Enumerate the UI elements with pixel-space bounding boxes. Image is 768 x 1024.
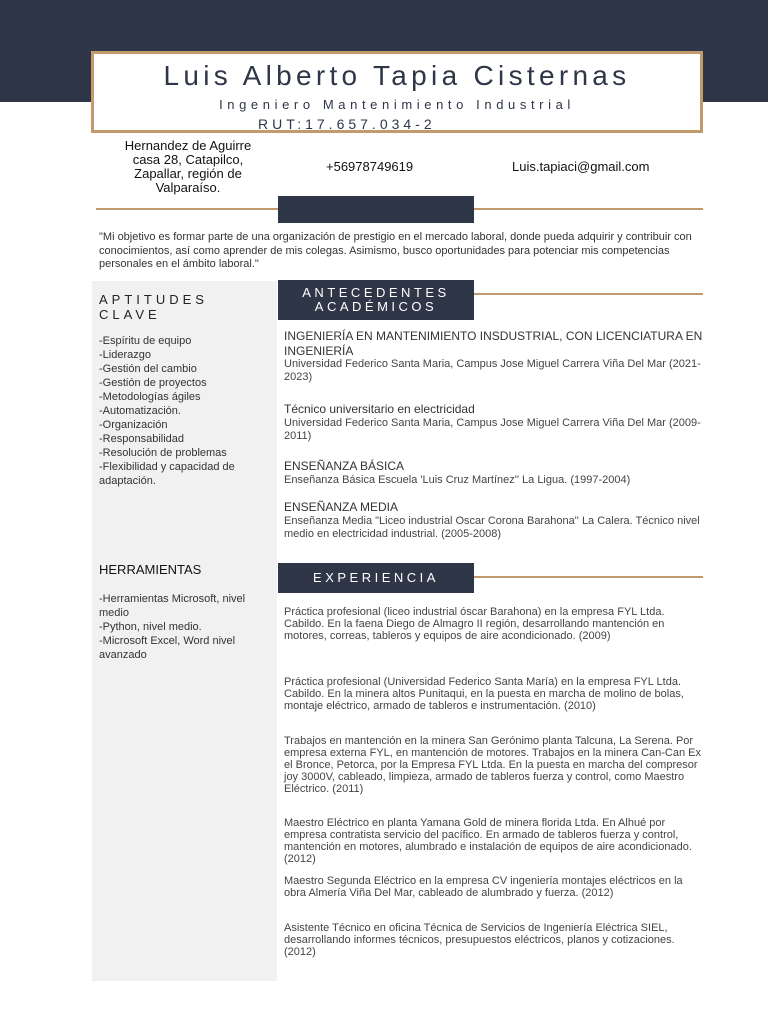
list-item: -Liderazgo bbox=[99, 349, 151, 361]
address-line: casa 28, Catapilco, bbox=[132, 152, 244, 167]
education-heading-line: ANTECEDENTES bbox=[302, 285, 450, 300]
education-entry bbox=[284, 329, 704, 384]
experience-heading: EXPERIENCIA bbox=[313, 570, 439, 585]
experience-divider bbox=[474, 576, 703, 578]
list-item: medio bbox=[99, 607, 129, 619]
list-item: -Responsabilidad bbox=[99, 433, 184, 445]
degree-title: Técnico universitario en electricidad bbox=[284, 402, 475, 416]
list-item: -Organización bbox=[99, 419, 168, 431]
experience-entry: Trabajos en mantención en la minera San Gerónimo planta Talcuna, La Serena. Por empresa externa FYL, en mantención de motores. Trabajos en la minera Can-Can Ex el Bronce, Petorca, por la Empresa FYL Ltda. En la puesta en marcha del compresor joy 3000V, cableado, limpieza, armado de tableros fuerza y control, como Maestro Eléctrico. (2011) bbox=[284, 735, 701, 795]
name-box bbox=[91, 51, 703, 133]
tools-list bbox=[99, 592, 245, 662]
objective-tab bbox=[278, 196, 474, 223]
objective-text: "Mi objetivo es formar parte de una organización de prestigio en el mercado laboral, donde pueda adquirir y contribuir con conocimientos, así como aprender de mis colegas. Asimismo, busco oportunidades para potenciar mis competencias personales en el ámbito laboral." bbox=[99, 231, 692, 270]
experience-entry: Maestro Eléctrico en planta Yamana Gold de minera florida Ltda. En Alhué por empresa contratista servicio del pacífico. En armado de tableros fuerza y control, mantención en motores, alumbrado e instalación de equipos de aire acondicionado. (2012) bbox=[284, 817, 692, 865]
education-tab bbox=[278, 280, 474, 320]
experience-entry: Maestro Segunda Eléctrico en la empresa CV ingeniería montajes eléctricos en la obra Almería Viña Del Mar, cableado de alumbrado y fuerza. (2012) bbox=[284, 875, 683, 899]
degree-detail: Enseñanza Media "Liceo industrial Oscar Corona Barahona'' La Calera. Técnico nivel medio en electricidad industrial. (2005-2008) bbox=[284, 514, 700, 540]
list-item: adaptación. bbox=[99, 475, 156, 487]
degree-title: INGENIERÍA EN MANTENIMIENTO INSDUSTRIAL, CON LICENCIATURA EN INGENIERÍA bbox=[284, 329, 703, 358]
rut-number: RUT:17.657.034-2 bbox=[258, 116, 436, 132]
list-item: -Automatización. bbox=[99, 405, 181, 417]
phone-number: +56978749619 bbox=[326, 159, 414, 174]
address bbox=[107, 139, 269, 195]
email-address: Luis.tapiaci@gmail.com bbox=[512, 159, 650, 174]
experience-entry: Práctica profesional (Universidad Federico Santa María) en la empresa FYL Ltda. Cabildo. En la minera altos Punitaqui, en la puesta en marcha de molino de bolas, montaje eléctrico, armado de tableros e instrumentación. (2010) bbox=[284, 676, 684, 712]
address-line: Valparaíso. bbox=[155, 180, 221, 195]
address-line: Hernandez de Aguirre bbox=[124, 138, 252, 153]
tools-heading: HERRAMIENTAS bbox=[99, 562, 202, 577]
experience-entry: Asistente Técnico en oficina Técnica de Servicios de Ingeniería Eléctrica SIEL, desarrollando informes técnicos, presupuestos eléctricos, planos y cotizaciones. (2012) bbox=[284, 922, 675, 958]
candidate-name: Luis Alberto Tapia Cisternas bbox=[163, 60, 631, 91]
list-item: -Microsoft Excel, Word nivel bbox=[99, 635, 236, 647]
address-line: Zapallar, región de bbox=[134, 166, 242, 181]
degree-detail: Universidad Federico Santa Maria, Campus Jose Miguel Carrera Viña Del Mar (2021-2023) bbox=[284, 358, 701, 383]
list-item: -Herramientas Microsoft, nivel bbox=[99, 593, 246, 605]
experience-tab bbox=[278, 563, 474, 593]
list-item: avanzado bbox=[99, 649, 147, 661]
skills-heading-line: CLAVE bbox=[99, 307, 161, 322]
education-heading bbox=[278, 280, 474, 314]
skills-heading bbox=[99, 292, 208, 322]
degree-title: ENSEÑANZA MEDIA bbox=[284, 500, 399, 514]
list-item: -Gestión del cambio bbox=[99, 363, 197, 375]
education-divider bbox=[474, 293, 703, 295]
list-item: -Espíritu de equipo bbox=[99, 335, 192, 347]
skills-heading-line: APTITUDES bbox=[99, 292, 208, 307]
degree-detail: Enseñanza Básica Escuela 'Luis Cruz Martínez'' La Ligua. (1997-2004) bbox=[284, 473, 631, 486]
list-item: -Gestión de proyectos bbox=[99, 377, 207, 389]
degree-detail: Universidad Federico Santa Maria, Campus Jose Miguel Carrera Viña Del Mar (2009-2011) bbox=[284, 416, 701, 442]
education-entry bbox=[284, 500, 704, 541]
education-entry bbox=[284, 459, 704, 487]
job-title: Ingeniero Mantenimiento Industrial bbox=[219, 97, 575, 112]
skills-list bbox=[99, 334, 235, 488]
education-heading-line: ACADÉMICOS bbox=[314, 299, 438, 314]
list-item: -Resolución de problemas bbox=[99, 447, 227, 459]
education-entry bbox=[284, 402, 704, 443]
degree-title: ENSEÑANZA BÁSICA bbox=[284, 459, 405, 473]
list-item: -Flexibilidad y capacidad de bbox=[99, 461, 235, 473]
list-item: -Python, nivel medio. bbox=[99, 621, 202, 633]
experience-entry: Práctica profesional (liceo industrial óscar Barahona) en la empresa FYL Ltda. Cabildo. En la faena Diego de Almagro II región, desarrollando mantención en motores, correas, tableros y equipos de aire acondicionado. (2009) bbox=[284, 606, 665, 642]
list-item: -Metodologías ágiles bbox=[99, 391, 201, 403]
